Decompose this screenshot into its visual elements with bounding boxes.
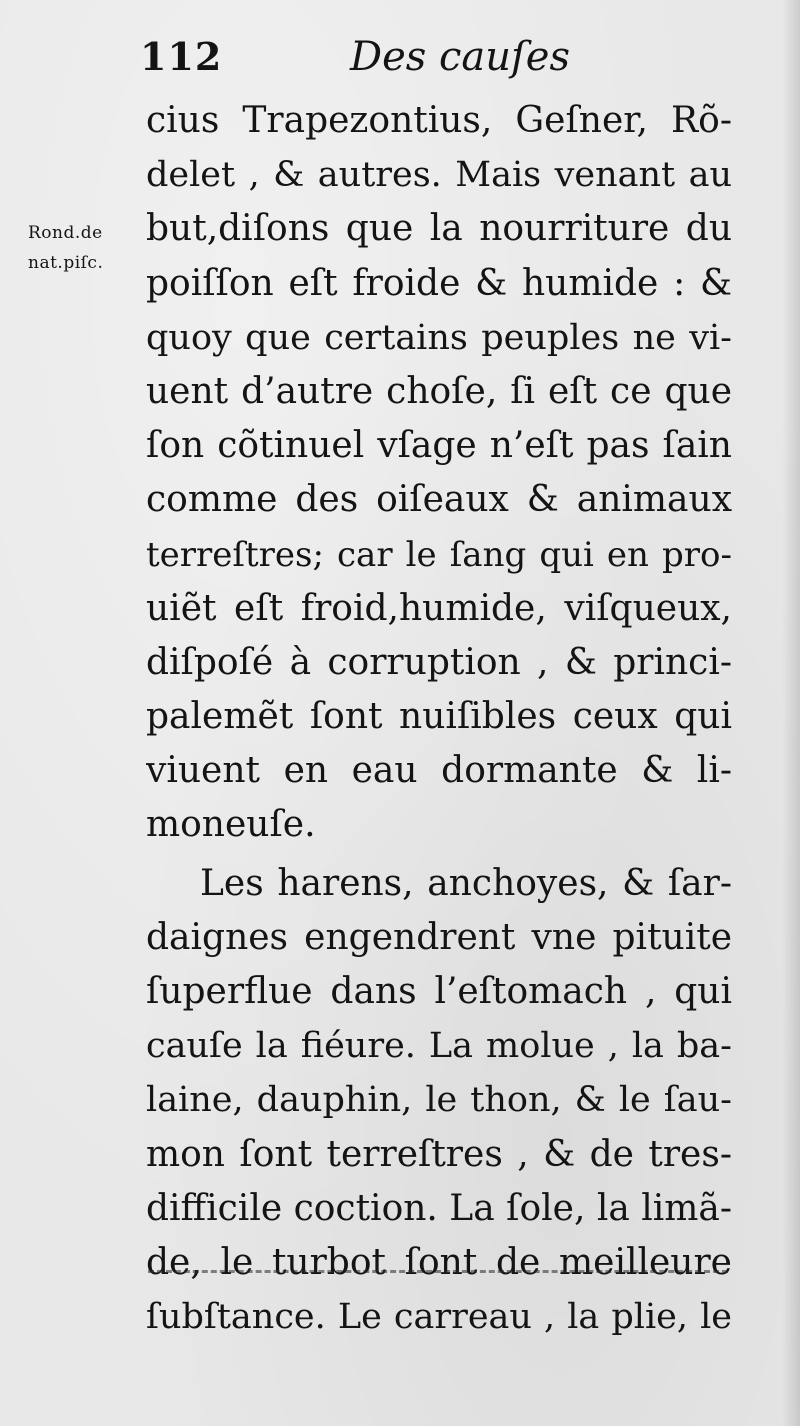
text-line: ſon cõtinuel vſage n’eſt pas ſain xyxy=(146,425,732,467)
text-line: cauſe la fiéure. La molue , la ba- xyxy=(146,1026,732,1067)
text-line: uiẽt eſt froid,humide, viſqueux, xyxy=(146,587,732,629)
text-line: laine, dauphin, le thon, & le ſau- xyxy=(146,1080,732,1121)
text-line: diſpoſé à corruption , & princi- xyxy=(146,641,732,683)
text-line: comme des oiſeaux & animaux xyxy=(146,479,732,521)
footer-dashed-rule xyxy=(148,1270,728,1273)
text-line: mon ſont terreſtres , & de tres- xyxy=(146,1133,732,1175)
text-line: palemẽt ſont nuiſibles ceux qui xyxy=(146,696,732,738)
text-line: quoy que certains peuples ne vi- xyxy=(146,317,732,358)
text-line: ſubſtance. Le carreau , la plie, le xyxy=(146,1297,732,1338)
text-line: uent d’autre choſe, ſi eſt ce que xyxy=(146,370,732,412)
text-line: daignes engendrent vne pituite xyxy=(146,916,732,958)
text-line: ſuperflue dans l’eſtomach , qui xyxy=(146,971,732,1012)
text-line: terreſtres; car le ſang qui en pro- xyxy=(146,534,732,575)
page-edge-shadow xyxy=(782,0,800,1426)
body-text xyxy=(146,94,732,1344)
text-line: cius Trapezontius, Geſner, Rõ- xyxy=(146,100,732,141)
running-title: Des cauſes xyxy=(350,34,570,80)
text-line: difficile coction. La ſole, la limã- xyxy=(146,1187,732,1229)
text-line: delet , & autres. Mais venant au xyxy=(146,155,732,196)
text-line: Les harens, anchoyes, & ſar- xyxy=(200,862,732,904)
page-header xyxy=(0,34,800,84)
text-line: de, le turbot ſont de meilleure xyxy=(146,1241,732,1283)
text-line: moneuſe. xyxy=(146,804,316,846)
margin-note xyxy=(28,218,138,278)
text-line: but,diſons que la nourriture du xyxy=(146,208,732,250)
text-line: viuent en eau dormante & li- xyxy=(146,750,732,792)
text-line: poiſſon eſt froide & humide : & xyxy=(146,262,732,304)
margin-note-line: Rond.de xyxy=(28,223,103,243)
page-number: 112 xyxy=(140,34,223,79)
paragraph-1 xyxy=(146,94,732,853)
margin-note-line: nat.piſc. xyxy=(28,253,104,273)
